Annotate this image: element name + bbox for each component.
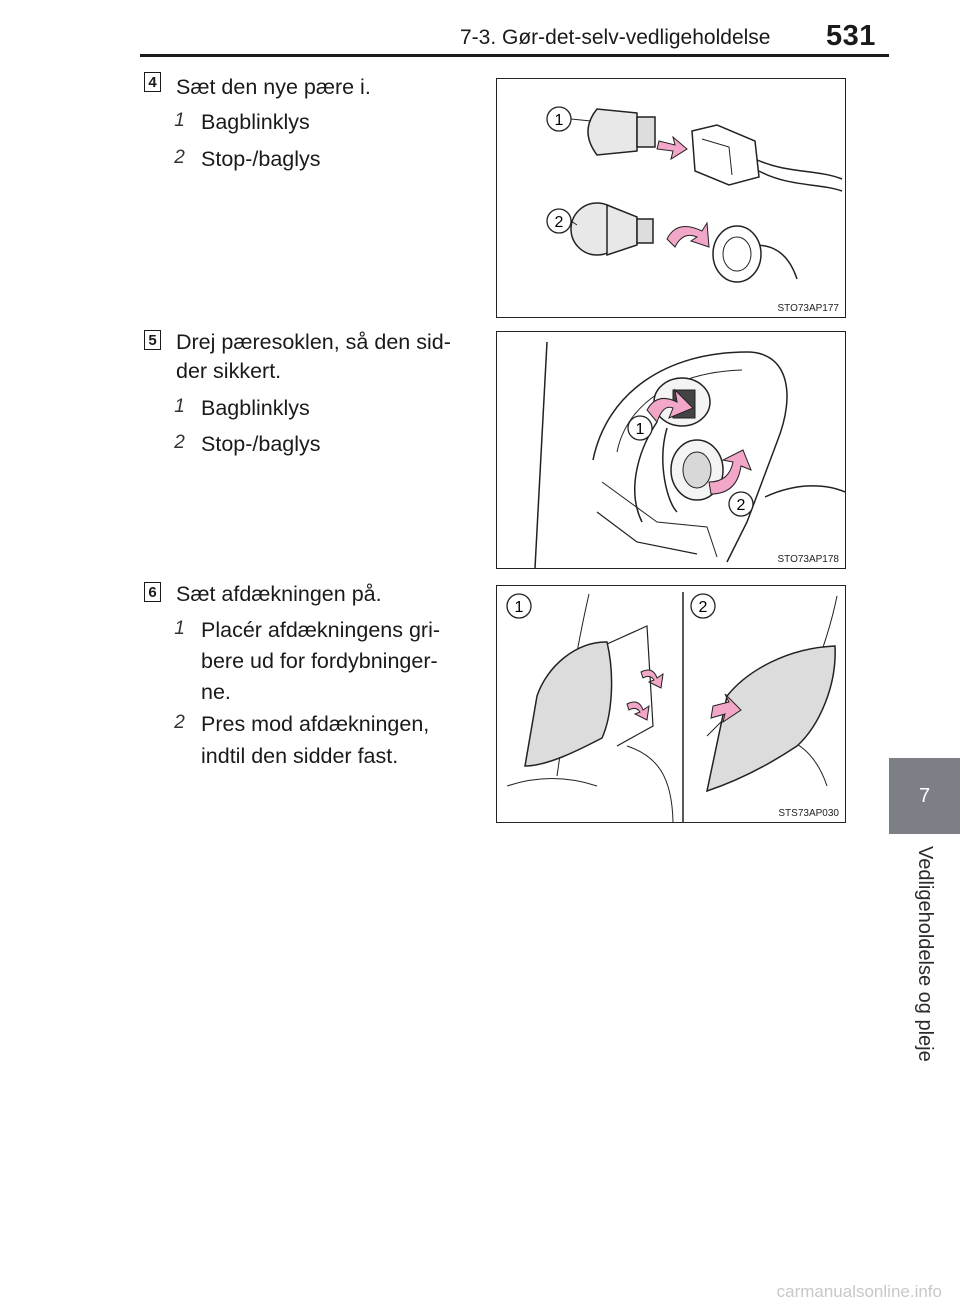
callout-label: 2 — [698, 599, 708, 616]
item-text: Placér afdækningens gri- — [201, 618, 441, 642]
item-number: 2 — [174, 432, 185, 453]
item-text: Pres mod afdækningen, — [201, 712, 430, 736]
item-text: indtil den sidder fast. — [201, 744, 399, 768]
step-text: Sæt afdækningen på. — [176, 582, 382, 606]
figure-code: STO73AP178 — [777, 554, 839, 565]
item-text: bere ud for fordybninger- — [201, 649, 438, 673]
callout-label: 1 — [635, 421, 645, 438]
callout-label: 1 — [554, 112, 564, 129]
step-number-box: 6 — [144, 582, 161, 602]
step-text: Drej pæresoklen, så den sid- — [176, 330, 451, 354]
page-number: 531 — [826, 20, 876, 52]
callout-label: 2 — [736, 497, 746, 514]
callout-label: 2 — [554, 214, 564, 231]
item-text: Bagblinklys — [201, 110, 310, 134]
figure-bulb-twist — [496, 331, 846, 569]
chapter-number: 7 — [918, 784, 931, 807]
figure-code: STO73AP177 — [777, 303, 839, 314]
figure-bulb-insert — [496, 78, 846, 318]
step-number-box: 4 — [144, 72, 161, 92]
section-title: 7-3. Gør-det-selv-vedligeholdelse — [460, 26, 771, 49]
item-number: 1 — [174, 618, 185, 639]
watermark: carmanualsonline.info — [776, 1282, 942, 1301]
item-number: 2 — [174, 147, 185, 168]
item-text: Bagblinklys — [201, 396, 310, 420]
chapter-tab[interactable] — [889, 758, 960, 834]
figure-cover-install — [496, 585, 846, 823]
item-text: ne. — [201, 680, 231, 704]
item-text: Stop-/baglys — [201, 147, 321, 171]
header-rule — [140, 54, 889, 57]
chapter-title-wrap — [889, 834, 960, 1074]
step-text: Sæt den nye pære i. — [176, 75, 371, 99]
step-text: der sikkert. — [176, 359, 282, 383]
callout-label: 1 — [514, 599, 524, 616]
item-number: 1 — [174, 396, 185, 417]
figure-code: STS73AP030 — [778, 808, 839, 819]
item-text: Stop-/baglys — [201, 432, 321, 456]
item-number: 1 — [174, 110, 185, 131]
item-number: 2 — [174, 712, 185, 733]
chapter-title: Vedligeholdelse og pleje — [914, 846, 936, 1062]
step-number-box: 5 — [144, 330, 161, 350]
